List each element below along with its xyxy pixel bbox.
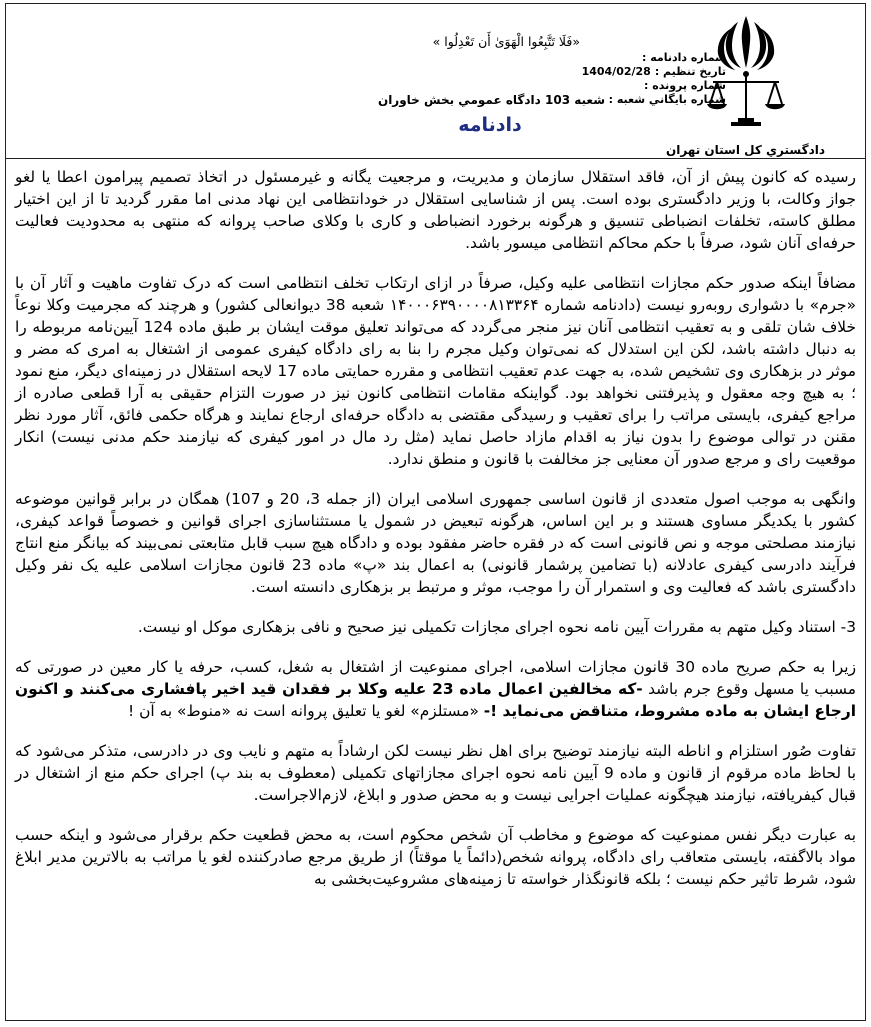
paragraph-7: به عبارت دیگر نفس ممنوعیت که موضوع و مخاطب آن شخص محکوم است، به محض قطعیت حکم برقرار می‌شود و اینکه حسب مواد بالاگفته، بایستی متعاقب رای دادگاه، پروانه شخص(دائماً یا موقتاً) از طریق مرجع صادرکننده لغو یا مراتب به بالاترین مدیر ابلاغ شود، شرط تاثیر حکم نیست ؛ بلکه قانونگذار خواسته تا زمینه‌های مشروعیت‌بخشی به	[15, 826, 856, 888]
paragraph-5	[15, 656, 856, 722]
document-header	[6, 4, 865, 159]
meta-archive-row	[566, 93, 726, 107]
meta-date-row	[566, 65, 726, 79]
quran-verse: «فَلَا تَتَّبِعُوا الْهَوَىٰ أَن تَعْدِلُوا »	[432, 34, 580, 49]
paragraph-5-part-3: «مستلزم» لغو یا تعلیق پروانه است نه «منوط» به آن !	[128, 702, 484, 720]
meta-case-label: شماره پرونده :	[644, 79, 726, 92]
document-title: دادنامه	[458, 114, 522, 136]
paragraph-6: تفاوت صُور استلزام و اناطه البته نیازمند توضیح برای اهل نظر نیست لکن ارشاداً به متهم و نایب وی در دادرسی، متذکر می‌شود که با لحاظ ماده مرقوم از قانون و ماده 9 آیین نامه نحوه اجرای مجازاتهای تکمیلی (معطوف به بند پ) اجرای حکم منع از اشتغال در قبال کیفریافته، نیازمند هیچگونه عملیات اجرایی نیست و به محض صدور و ابلاغ، لازم‌الاجراست.	[15, 742, 856, 804]
paragraph-5-part-1: زیرا به حکم صریح ماده 30 قانون مجازات اسلامی، اجرای ممنوعیت از اشتغال به شغل، کسب، حرفه یا کار معین در صورتی که مسبب یا مسهل وقوع جرم باشد	[15, 658, 857, 698]
branch-name: شعبه 103 دادگاه عمومي بخش خاوران	[377, 93, 605, 107]
meta-date-label: تاریخ تنظیم :	[654, 65, 726, 78]
paragraph-3: وانگهی به موجب اصول متعددی از قانون اساسی جمهوری اسلامی ایران (از جمله 3، 20 و 107) همگان در برابر قوانین موضوعه کشور با یکدیگر مساوی هستند و بر این اساس، هرگونه تبعیض در شمول یا مستثناسازی اجرای قوانین و خصوصاً قواعد کیفری، نیازمند مصلحتی موجه و نص قانونی است که در فقره حاضر مفقود بوده و دادگاه هیچ سبب قابل متابعتی نمی‌بیند که بیانگر منع انتاج فرآیند دادرسی کیفری عادلانه (با تضامین پرشمار قانونی) به اعمال بند «پ» ماده 23 قانون مجازات اسلامی علیه یک نفر وکیل دادگستری باشد که فعالیت وی و استمرار آن را موجب، موثر و مرتبط بر بزهکاری دانسته است.	[15, 490, 856, 596]
document-meta	[566, 51, 726, 107]
document-body	[6, 159, 865, 890]
paragraph-2: مضافاً اینکه صدور حکم مجازات انتظامی علیه وکیل، صرفاً در ازای ارتکاب تخلف انتظامی است که درک تفاوت ماهیت و آثار آن با «جرم» با دشواری روبه‌رو نیست (دادنامه شماره ۱۴۰۰۰۶۳۹۰۰۰۰۸۱۳۳۶۴ شعبه 38 دیوانعالی کشور) و هرچند که مجرمیت وکلا نوعاً خلاف شان تلقی و به تعقیب انتظامی آنان نیز منجر می‌گردد که می‌تواند تعلیق موقت ایشان بر طبق ماده 124 آیین‌نامه مربوطه را به دنبال داشته باشد، لکن این استدلال که نمی‌توان وکیل مجرم را بنا به رای دادگاه کیفری عمومی از اشتغال به امری که مضر و موثر در بزهکاری وی تشخیص شده، به جهت عدم تعقیب انتظامی و مقرره حمایتی ماده 17 لایحه استقلال در زمینه‌ای دیگر، منع نمود ؛ به هیچ وجه معقول و پذیرفتنی نخواهد بود. گواینکه مقامات انتظامی کانون نیز در صورت التزام حقیقی به آرا قطعی صادره از مراجع کیفری، بایستی مراتب را برای تعقیب و رسیدگی مقتضی به دادگاه حرفه‌ای ارجاع نمایند و هرگاه حکمی فائق، آثار مورد نظر مقنن در توالی موضوع را بدون نیاز به اقدام مازاد حاصل نماید (مثل رد مال در امور کیفری که نیازمند حکم مدنی نیست) انکار موقعیت رای و مرجع صدور آن معنایی جز مخالفت با قانون و منطق ندارد.	[15, 274, 856, 468]
meta-archive-label: شماره بايگاني شعبه :	[608, 93, 726, 106]
meta-dadname-label: شماره دادنامه :	[641, 51, 726, 64]
meta-date-value: 1404/02/28	[581, 65, 651, 78]
paragraph-5-bold-part: -که مخالفین اعمال ماده 23 علیه وکلا بر فقدان قید اخیر پافشاری می‌کنند و اکنون ارجاع ایشان به ماده مشروط، متناقض می‌نماید !-	[15, 680, 856, 720]
paragraph-1: رسیده که کانون پیش از آن، فاقد استقلال سازمان و مدیریت، و مرجعیت یگانه و غیرمسئول در اتخاذ تصمیم پیرامون اعطا یا لغو جواز وکالت، با وزیر دادگستری بوده است. پس از شناسایی استقلال در خودانتظامی این نهاد مدنی اما مقرر گردید تا از این اختیار مطلق کاسته، تخلفات انضباطی تنسیق و هرگونه برخورد انضباطی و کاری با وکلای صاحب پروانه که منتهی به محدودیت فعالیت حرفه‌ای آنان شود، صرفاً با حکم محاکم انتظامی میسور باشد.	[15, 168, 856, 252]
document-page	[5, 3, 866, 1021]
meta-dadname-row	[566, 51, 726, 65]
meta-case-row	[566, 79, 726, 93]
court-name: دادگستري كل استان تهران	[665, 143, 825, 157]
paragraph-4: 3- استناد وکیل متهم به مقررات آیین نامه نحوه اجرای مجازات تکمیلی نیز صحیح و نافی بزهکاری موکل او نیست.	[137, 618, 856, 636]
